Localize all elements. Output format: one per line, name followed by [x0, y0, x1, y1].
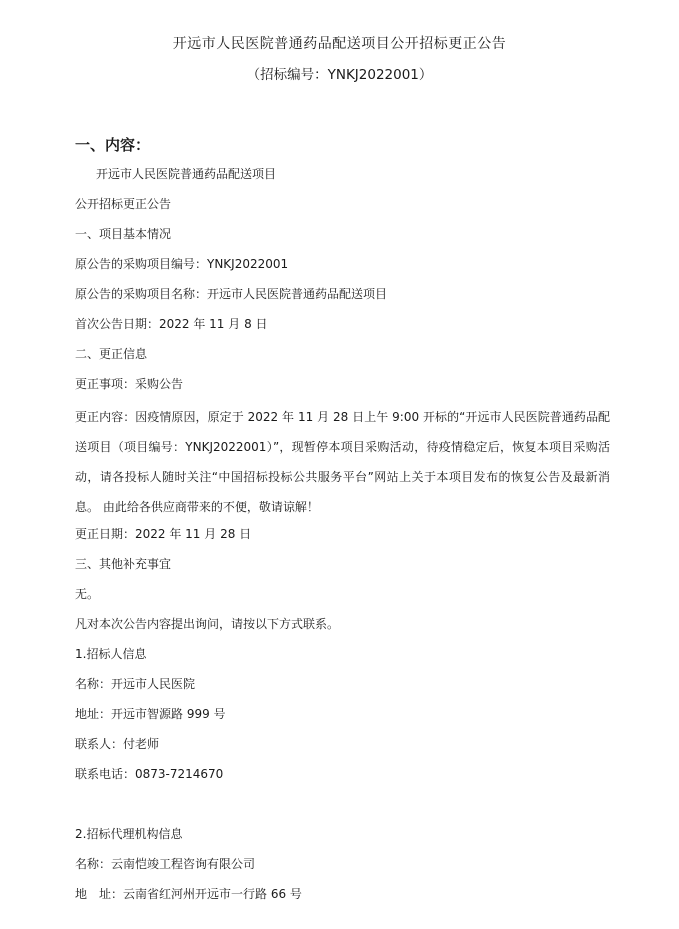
correction-item-line: 更正事项：采购公告 [75, 377, 184, 391]
tenderer-address-line: 地址：开远市智源路 999 号 [75, 707, 226, 721]
tenderer-phone-line: 联系电话：0873-7214670 [75, 767, 224, 781]
agency-address-line: 地 址：云南省红河州开远市一行路 66 号 [75, 887, 302, 901]
correction-content-paragraph: 更正内容：因疫情原因，原定于 2022 年 11 月 28 日上午 9:00 开标的“开远市人民医院普通药品配送项目（项目编号：YNKJ2022001）”，现暂停本项目采购活动，待疫情稳定后，恢复本项目采购活动，请各投标人随时关注“中国招标投标公共服务平台”网站上关于本项目发布的恢复公告及最新消息。 由此给各供应商带来的不便，敬请谅解！ [75, 410, 610, 514]
original-number-line: 原公告的采购项目编号：YNKJ2022001 [75, 257, 289, 271]
first-date-line: 首次公告日期：2022 年 11 月 8 日 [75, 317, 268, 331]
tenderer-heading: 1.招标人信息 [75, 647, 147, 661]
correction-heading: 二、更正信息 [75, 347, 148, 361]
contact-note-line: 凡对本次公告内容提出询问，请按以下方式联系。 [75, 617, 340, 631]
project-name-line: 开远市人民医院普通药品配送项目 [96, 167, 277, 181]
original-name-line: 原公告的采购项目名称：开远市人民医院普通药品配送项目 [75, 287, 388, 301]
basic-info-heading: 一、项目基本情况 [75, 227, 172, 241]
tenderer-name-line: 名称：开远市人民医院 [75, 677, 196, 691]
none-line: 无。 [75, 587, 100, 601]
other-matters-heading: 三、其他补充事宜 [75, 557, 172, 571]
agency-heading: 2.招标代理机构信息 [75, 827, 183, 841]
correction-date-line: 更正日期：2022 年 11 月 28 日 [75, 527, 252, 541]
agency-name-line: 名称：云南恺竣工程咨询有限公司 [75, 857, 256, 871]
notice-type-line: 公开招标更正公告 [75, 197, 172, 211]
tenderer-contact-line: 联系人：付老师 [75, 737, 160, 751]
tender-number: （招标编号：YNKJ2022001） [246, 67, 433, 83]
section-heading-content: 一、内容： [75, 136, 151, 154]
document-title: 开远市人民医院普通药品配送项目公开招标更正公告 [172, 36, 507, 52]
